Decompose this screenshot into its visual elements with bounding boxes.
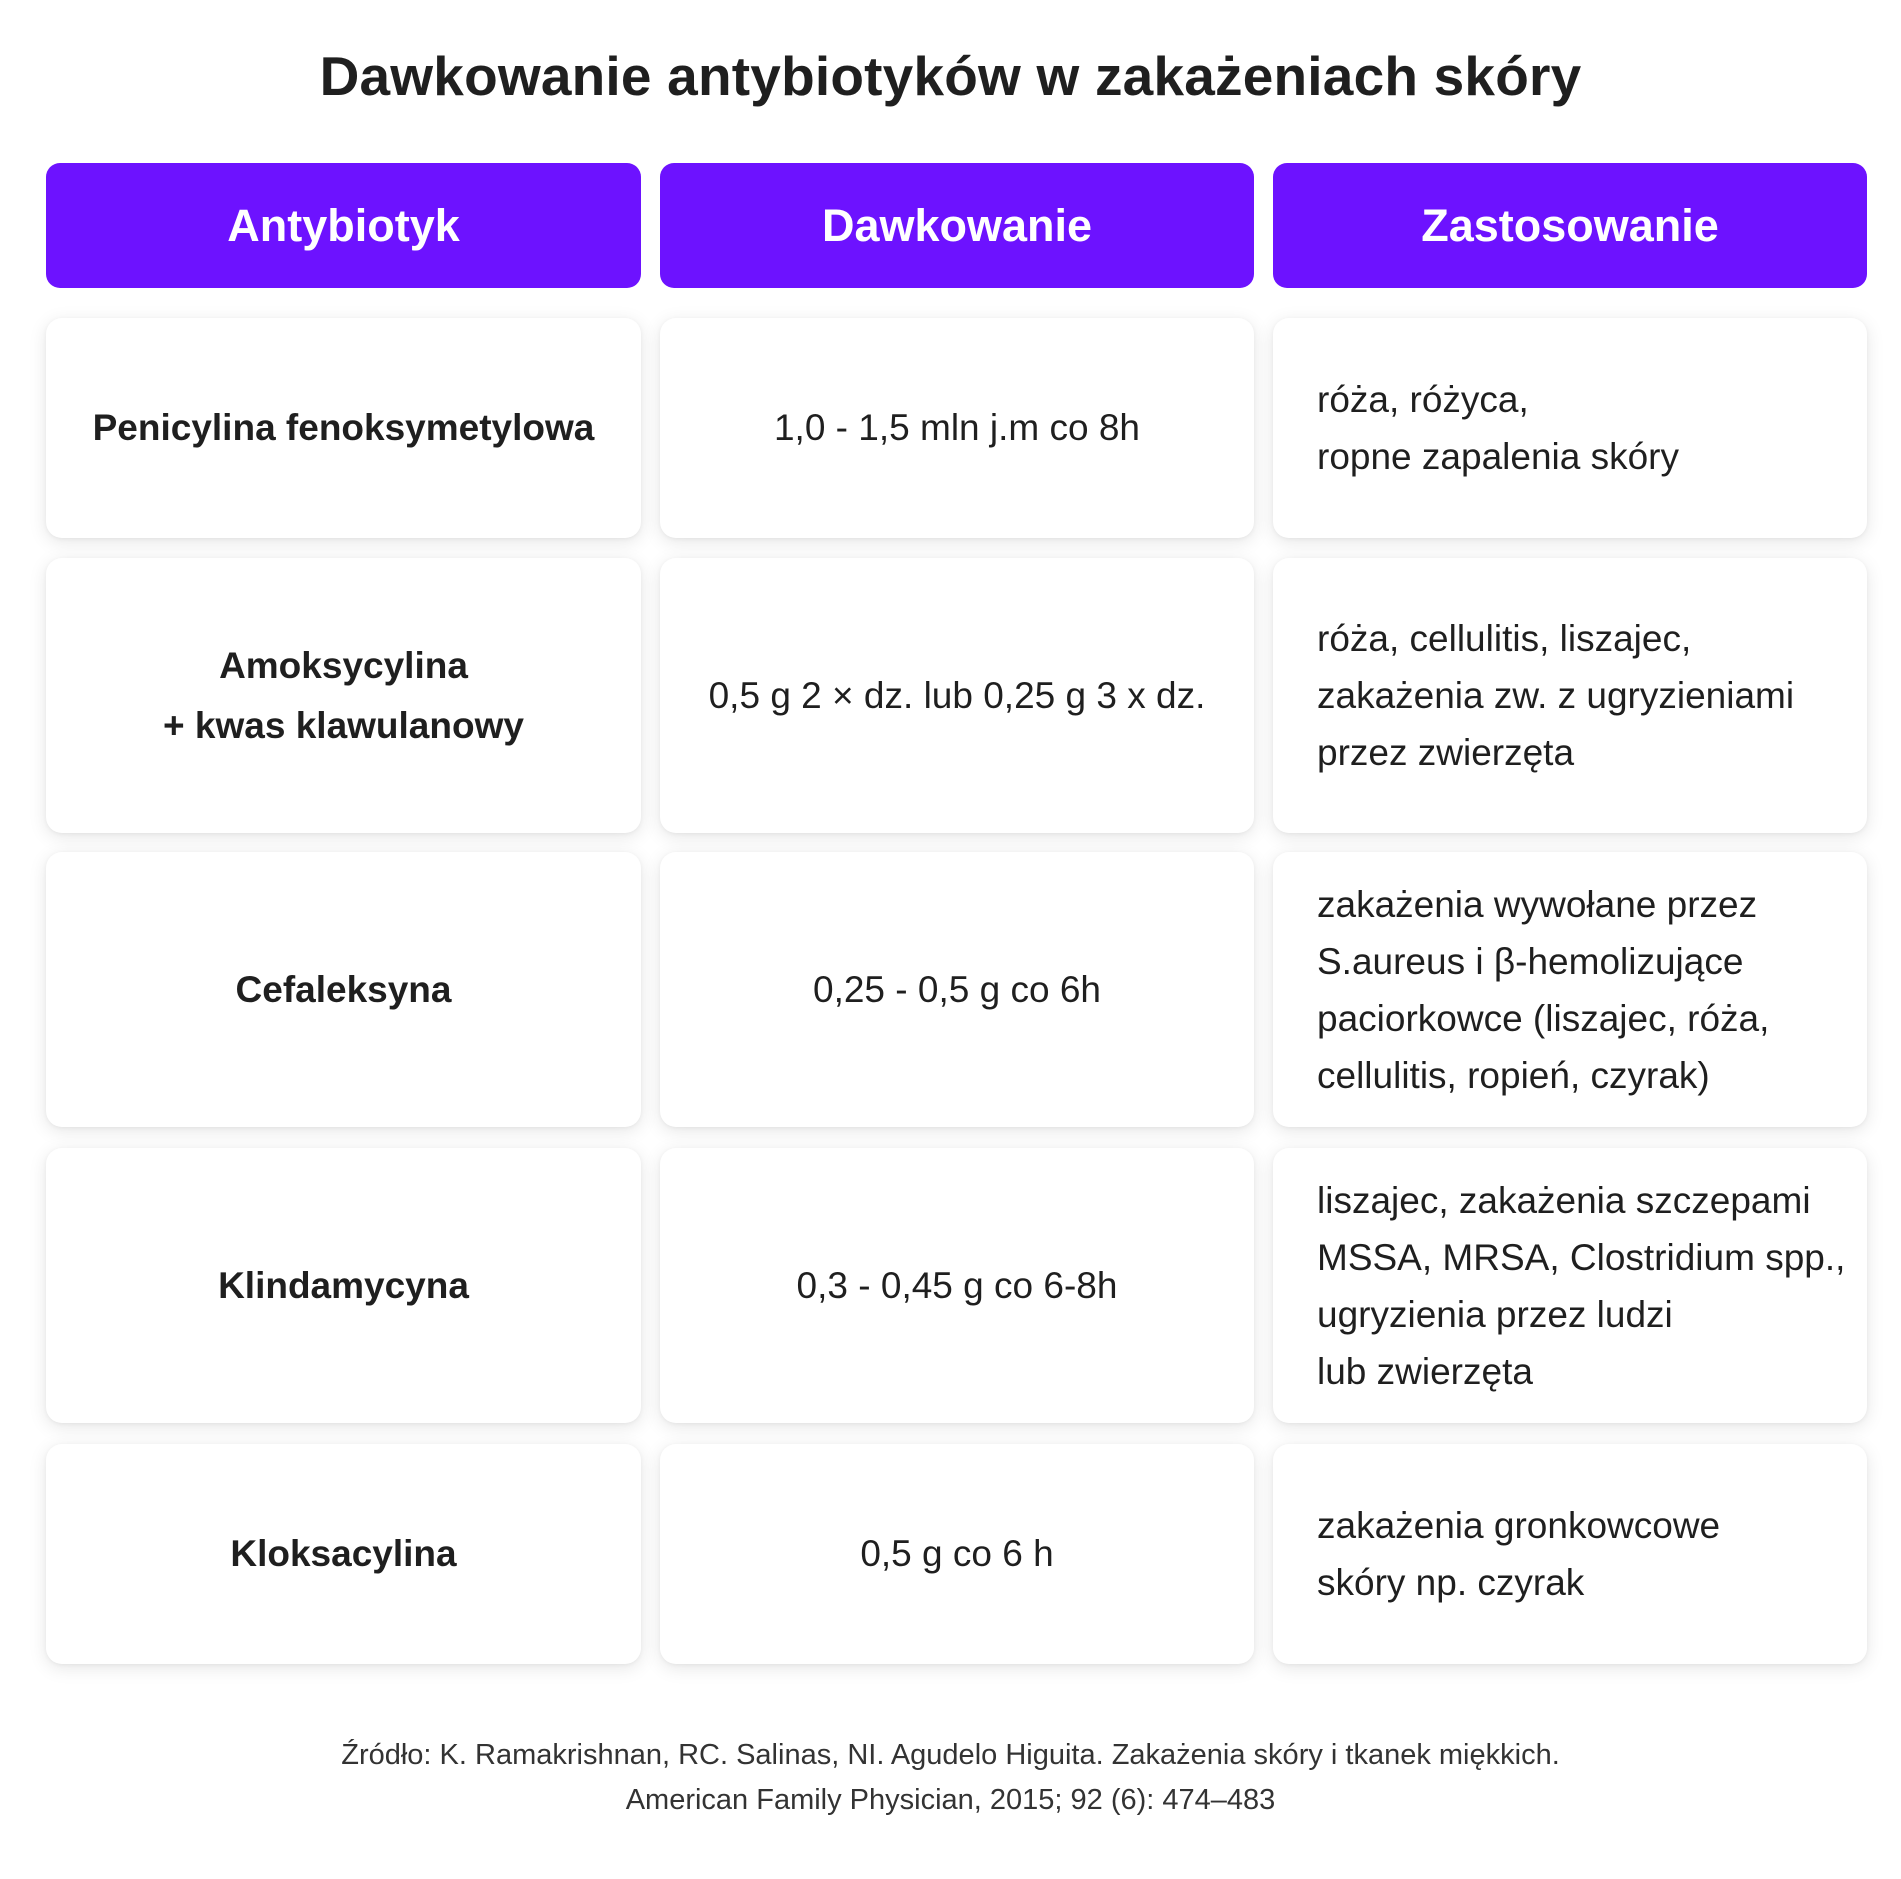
- usage-line: lub zwierzęta: [1317, 1350, 1533, 1392]
- usage-line: zakażenia wywołane przez: [1317, 883, 1758, 925]
- usage-line: MSSA, MRSA, Clostridium spp.,: [1317, 1236, 1846, 1278]
- usage-line: róża, cellulitis, liszajec,: [1317, 618, 1692, 659]
- antibiotic-name: Amoksycylina: [219, 644, 468, 686]
- dose-cell: [660, 1148, 1254, 1423]
- antibiotic-name: + kwas klawulanowy: [163, 704, 524, 746]
- dose-cell: [660, 558, 1254, 833]
- usage-line: ropne zapalenia skóry: [1317, 436, 1679, 477]
- dose-cell: [660, 1444, 1254, 1664]
- header-dawkowanie: Dawkowanie: [660, 163, 1254, 288]
- usage-line: liszajec, zakażenia szczepami: [1317, 1179, 1811, 1221]
- dose-cell: [660, 318, 1254, 538]
- usage-line: skóry np. czyrak: [1317, 1562, 1585, 1603]
- usage-cell: [1273, 1444, 1867, 1664]
- source-line: American Family Physician, 2015; 92 (6): 474–483: [625, 1784, 1276, 1816]
- header-zastosowanie: Zastosowanie: [1273, 163, 1867, 288]
- antibiotic-name: Kloksacylina: [230, 1533, 457, 1574]
- dose-text: 0,3 - 0,45 g co 6-8h: [796, 1264, 1118, 1306]
- antibiotic-name-cell: [46, 1148, 641, 1423]
- dose-text: 0,25 - 0,5 g co 6h: [813, 968, 1101, 1010]
- usage-line: ugryzienia przez ludzi: [1317, 1293, 1673, 1335]
- dose-text: 1,0 - 1,5 mln j.m co 8h: [773, 407, 1141, 448]
- antibiotic-name-cell: [46, 558, 641, 833]
- antibiotic-name-cell: [46, 1444, 641, 1664]
- antibiotic-name: Klindamycyna: [218, 1264, 469, 1306]
- antibiotic-name: Penicylina fenoksymetylowa: [92, 407, 595, 448]
- dose-cell: [660, 852, 1254, 1127]
- usage-line: paciorkowce (liszajec, róża,: [1317, 997, 1770, 1039]
- antibiotic-name: Cefaleksyna: [235, 968, 452, 1010]
- usage-line: zakażenia zw. z ugryzieniami: [1317, 675, 1795, 716]
- antibiotic-name-cell: [46, 318, 641, 538]
- usage-line: cellulitis, ropień, czyrak): [1317, 1054, 1710, 1096]
- usage-cell: [1273, 318, 1867, 538]
- dose-text: 0,5 g co 6 h: [860, 1533, 1054, 1574]
- usage-line: róża, różyca,: [1317, 379, 1529, 420]
- source-line: Źródło: K. Ramakrishnan, RC. Salinas, NI. Agudelo Higuita. Zakażenia skóry i tkanek miękkich.: [341, 1739, 1560, 1771]
- usage-line: przez zwierzęta: [1317, 732, 1575, 773]
- antibiotic-name-cell: [46, 852, 641, 1127]
- source-citation: [0, 1733, 1901, 1823]
- usage-line: zakażenia gronkowcowe: [1317, 1505, 1721, 1546]
- usage-cell: [1273, 558, 1867, 833]
- page-title: Dawkowanie antybiotyków w zakażeniach skóry: [319, 45, 1582, 107]
- usage-cell: [1273, 1148, 1867, 1423]
- dose-text: 0,5 g 2 × dz. lub 0,25 g 3 x dz.: [708, 674, 1206, 716]
- header-antybiotyk: Antybiotyk: [46, 163, 641, 288]
- usage-line: S.aureus i β-hemolizujące: [1317, 940, 1744, 982]
- usage-cell: [1273, 852, 1867, 1127]
